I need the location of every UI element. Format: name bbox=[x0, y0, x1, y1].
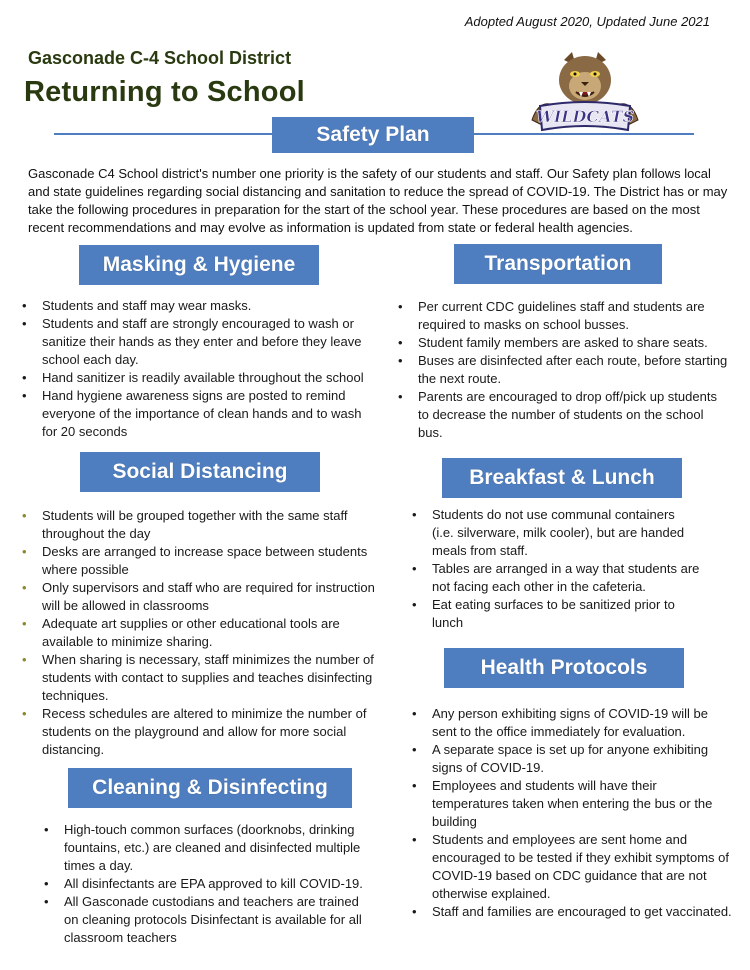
page-title: Returning to School bbox=[24, 76, 305, 108]
list-item: • Only supervisors and staff who are required for instruction will be allowed in classrooms bbox=[20, 579, 380, 615]
social-distancing-heading: Social Distancing bbox=[80, 452, 320, 492]
social-distancing-list bbox=[20, 507, 380, 759]
health-protocols-list bbox=[410, 705, 736, 921]
list-item: • Tables are arranged in a way that students are not facing each other in the cafeteria. bbox=[410, 560, 700, 596]
list-item: • A separate space is set up for anyone exhibiting signs of COVID-19. bbox=[410, 741, 736, 777]
logo-wordmark: WILDCATS bbox=[535, 107, 635, 126]
list-item: • Parents are encouraged to drop off/pick up students to decrease the number of students on the school bus. bbox=[396, 388, 730, 442]
divider-right bbox=[474, 133, 694, 135]
list-item: • Students and staff may wear masks. bbox=[20, 297, 366, 315]
masking-hygiene-heading: Masking & Hygiene bbox=[79, 245, 319, 285]
list-item: • Recess schedules are altered to minimize the number of students on the playground and allow for more social distancing. bbox=[20, 705, 380, 759]
transportation-list bbox=[396, 298, 730, 442]
divider-left bbox=[54, 133, 276, 135]
cleaning-disinfecting-heading: Cleaning & Disinfecting bbox=[68, 768, 352, 808]
list-item: • Students do not use communal containers (i.e. silverware, milk cooler), but are handed meals from staff. bbox=[410, 506, 700, 560]
list-item: • Students and employees are sent home and encouraged to be tested if they exhibit symptoms of COVID-19 based on CDC guidance that are not otherwise explained. bbox=[410, 831, 736, 903]
wildcat-mascot-icon bbox=[526, 50, 644, 136]
breakfast-lunch-heading: Breakfast & Lunch bbox=[442, 458, 682, 498]
list-item: • All Gasconade custodians and teachers are trained on cleaning protocols Disinfectant is available for all classroom teachers bbox=[42, 893, 376, 947]
health-protocols-heading: Health Protocols bbox=[444, 648, 684, 688]
masking-hygiene-list bbox=[20, 297, 366, 441]
list-item: • Desks are arranged to increase space between students where possible bbox=[20, 543, 380, 579]
adopted-date: Adopted August 2020, Updated June 2021 bbox=[464, 14, 710, 29]
list-item: • Any person exhibiting signs of COVID-19 will be sent to the office immediately for evaluation. bbox=[410, 705, 736, 741]
safety-plan-intro: Gasconade C4 School district's number one priority is the safety of our students and staff. Our Safety plan follows local and state guidelines regarding social distancing and sanitation to reduce the spread of COVID-19. The District has or may take the following procedures in preparation for the start of the school year. These procedures are based on the most recent recommendations and may evolve as information is updated from state or federal health agencies. bbox=[28, 166, 728, 235]
list-item: • Students and staff are strongly encouraged to wash or sanitize their hands as they enter and before they leave school each day. bbox=[20, 315, 366, 369]
list-item: • Eat eating surfaces to be sanitized prior to lunch bbox=[410, 596, 700, 632]
safety-plan-heading: Safety Plan bbox=[272, 117, 474, 153]
list-item: • High-touch common surfaces (doorknobs, drinking fountains, etc.) are cleaned and disinfected multiple times a day. bbox=[42, 821, 376, 875]
list-item: • Employees and students will have their temperatures taken when entering the bus or the building bbox=[410, 777, 736, 831]
list-item: • All disinfectants are EPA approved to kill COVID-19. bbox=[42, 875, 376, 893]
list-item: • Adequate art supplies or other educational tools are available to minimize sharing. bbox=[20, 615, 380, 651]
list-item: • Staff and families are encouraged to get vaccinated. bbox=[410, 903, 736, 921]
list-item: • Buses are disinfected after each route, before starting the next route. bbox=[396, 352, 730, 388]
list-item: • When sharing is necessary, staff minimizes the number of students with contact to supplies and teaches disinfecting techniques. bbox=[20, 651, 380, 705]
transportation-heading: Transportation bbox=[454, 244, 662, 284]
district-name: Gasconade C-4 School District bbox=[28, 48, 292, 68]
list-item: • Students will be grouped together with the same staff throughout the day bbox=[20, 507, 380, 543]
breakfast-lunch-list bbox=[410, 506, 700, 632]
wildcats-logo bbox=[526, 50, 644, 136]
cleaning-disinfecting-list bbox=[42, 821, 376, 947]
list-item: • Student family members are asked to share seats. bbox=[396, 334, 730, 352]
list-item: • Hand hygiene awareness signs are posted to remind everyone of the importance of clean hands and to wash for 20 seconds bbox=[20, 387, 366, 441]
list-item: • Per current CDC guidelines staff and students are required to masks on school busses. bbox=[396, 298, 730, 334]
list-item: • Hand sanitizer is readily available throughout the school bbox=[20, 369, 366, 387]
